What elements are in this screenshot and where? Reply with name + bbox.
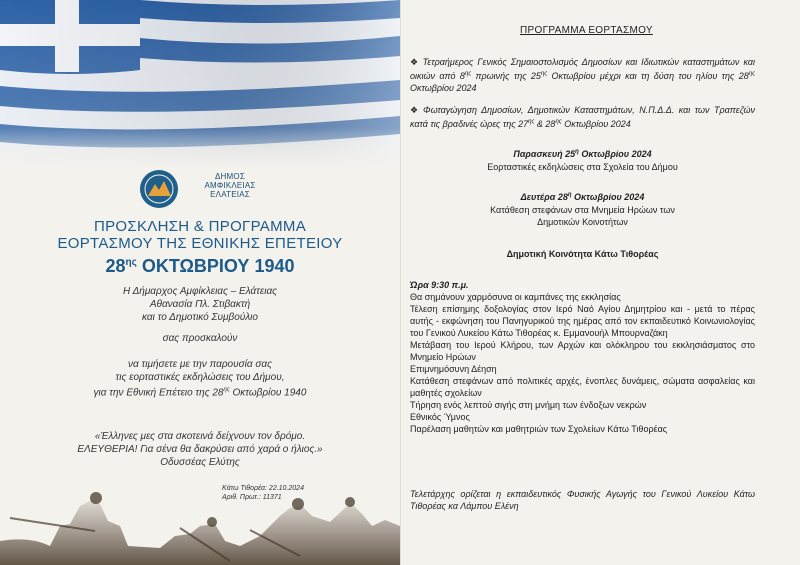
schedule-item: Τήρηση ενός λεπτού σιγής στη μνήμη των ένδοξων νεκρών (410, 400, 647, 410)
quote-block (20, 430, 380, 469)
bullet-text: Τετραήμερος Γενικός Σημαιοστολισμός Δημοσίων και Ιδιωτικών καταστημάτων και οικιών από 8 (410, 57, 755, 81)
day-text: Παρασκευή 25 (513, 149, 576, 159)
title-line: ΕΟΡΤΑΣΜΟΥ ΤΗΣ ΕΘΝΙΚΗΣ ΕΠΕΤΕΙΟΥ (57, 235, 343, 252)
bullet-suffix: ης (528, 119, 535, 125)
day-suffix: η (575, 149, 579, 155)
invite-line: σας προσκαλούν (162, 333, 238, 344)
title-month-year: ΟΚΤΩΒΡΙΟΥ 1940 (136, 256, 295, 276)
bullet-text: Οκτωβρίου μέχρι και τη δύση του ηλίου της 28 (547, 71, 749, 81)
honor-suffix: ης (223, 387, 230, 393)
honor-line (20, 384, 380, 399)
honor-line: να τιμήσετε με την παρουσία σας (128, 359, 272, 370)
honor-text: για την Εθνική Επέτειο της 28 (93, 387, 224, 399)
municipality-emblem-icon (140, 170, 178, 208)
day-event (410, 204, 755, 228)
logo-line: ΕΛΑΤΕΙΑΣ (210, 190, 250, 199)
quote-line: «Έλληνες μες στα σκοτεινά δείχνουν τον δρόμο. (94, 431, 306, 442)
day-text: Οκτωβρίου 2024 (571, 192, 645, 202)
day-text: Οκτωβρίου 2024 (578, 149, 652, 159)
community-heading: Δημοτική Κοινότητα Κάτω Τιθορέας (506, 249, 659, 259)
schedule-item: Παρέλαση μαθητών και μαθητριών των Σχολείων Κάτω Τιθορέας (410, 424, 668, 434)
place-date: Κάτω Τιθορέα: 22.10.2024 (222, 485, 304, 492)
bullet-suffix: ης (555, 119, 562, 125)
mayor-title: Η Δήμαρχος Αμφίκλειας – Ελάτειας (122, 286, 278, 297)
municipality-logo (140, 170, 290, 210)
program-heading: ΠΡΟΓΡΑΜΜΑ ΕΟΡΤΑΣΜΟΥ (520, 25, 653, 36)
diamond-bullet-icon: ❖ (410, 57, 420, 67)
mayor-name: Αθανασία Πλ. Στιβακτή (149, 299, 251, 310)
logo-line: ΑΜΦΙΚΛΕΙΑΣ (204, 181, 256, 190)
honor-text: Οκτωβρίου 1940 (229, 387, 307, 399)
council-line: και το Δημοτικό Συμβούλιο (142, 312, 258, 323)
schedule-item: Επιμνημόσυνη Δέηση (410, 364, 497, 374)
bullet-suffix: ης (748, 71, 755, 77)
day-event: Εορταστικές εκδηλώσεις στα Σχολεία του Δήμου (487, 162, 678, 172)
quote-author: Οδυσσέας Ελύτης (160, 457, 240, 468)
title-day-suffix: ης (125, 257, 137, 268)
bullet-text: Φωταγώγηση Δημοσίων, Δημοτικών Καταστημάτων, Ν.Π.Δ.Δ. και των Τραπεζών κατά τις βραδινές ώρες της 27 (410, 105, 755, 129)
bullet-suffix: ης (464, 71, 472, 77)
municipality-name (180, 172, 280, 199)
invitation-title (20, 218, 380, 277)
schedule-list (410, 279, 755, 435)
schedule-time: Ώρα 9:30 π.μ. (410, 280, 469, 290)
event-line: Δημοτικών Κοινοτήτων (537, 217, 628, 227)
greek-flag-image (0, 0, 400, 170)
event-line: Κατάθεση στεφάνων στα Μνημεία Ηρώων των (490, 205, 675, 215)
honor-block (20, 358, 380, 399)
day-suffix: η (567, 192, 572, 198)
soldiers-illustration (0, 486, 400, 565)
program-bullet (410, 104, 755, 130)
day-text: Δευτέρα 28 (520, 192, 568, 202)
schedule-item: Κατάθεση στεφάνων από πολιτικές αρχές, ένοπλες δυνάμεις, σώματα ασφαλείας και μαθητές σχολείων (410, 376, 755, 398)
day-heading (410, 189, 755, 203)
day-heading (410, 146, 755, 160)
schedule-item: Μετάβαση του Ιερού Κλήρου, των Αρχών και ολόκληρου του εκκλησιάσματος στο Μνημείο Ηρώων (410, 340, 755, 362)
title-line: ΠΡΟΣΚΛΗΣΗ & ΠΡΟΓΡΑΜΜΑ (93, 218, 307, 235)
program-bullet (410, 56, 755, 94)
page-fold-divider (400, 0, 401, 565)
protocol-number: Αριθ. Πρωτ.: 11371 (222, 494, 282, 501)
bullet-text: & 28 (534, 119, 556, 129)
schedule-item: Εθνικός Ύμνος (410, 412, 470, 422)
diamond-bullet-icon: ❖ (410, 105, 421, 115)
hosts-block (20, 285, 380, 324)
bullet-text: Οκτωβρίου 2024 (410, 83, 477, 93)
bullet-text: Οκτωβρίου 2024 (561, 119, 631, 129)
logo-line: ΔΗΜΟΣ (215, 172, 245, 181)
bullet-suffix: ης (540, 71, 548, 77)
schedule-item: Θα σημάνουν χαρμόσυνα οι καμπάνες της εκκλησίας (410, 292, 621, 302)
bullet-text: πρωινής της 25 (471, 71, 541, 81)
ceremony-master-note: Τελετάρχης ορίζεται η εκπαιδευτικός Φυσικής Αγωγής του Γενικού Λυκείου Κάτω Τιθορέας κα Λάμπου Ελένη (410, 489, 755, 511)
quote-line: ΕΛΕΥΘΕΡΙΑ! Για σένα θα δακρύσει από χαρά ο ήλιος.» (77, 444, 323, 455)
honor-line: τις εορταστικές εκδηλώσεις του Δήμου, (115, 372, 285, 383)
title-date (20, 252, 380, 277)
schedule-item: Τέλεση επίσημης δοξολογίας στον Ιερό Ναό Αγίου Δημητρίου και - μετά το πέρας αυτής - εκφώνηση του Πανηγυρικού της ημέρας από τον εκπαιδευτικό Κοινωνιολογίας του Γενικού Λυκείου Κάτω Τιθορέας κ. Εμμανουήλ Μπουρναζάκη (410, 304, 755, 338)
title-day: 28 (105, 256, 126, 276)
